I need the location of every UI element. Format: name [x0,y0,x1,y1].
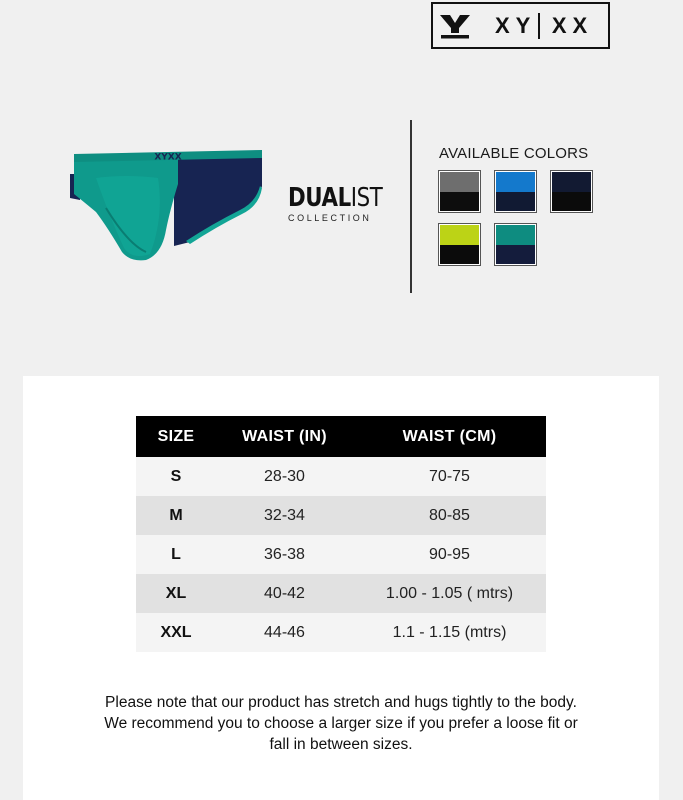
swatch-bottom-color [440,192,479,212]
waist-cm-cell: 1.00 - 1.05 ( mtrs) [353,574,546,613]
table-row [136,496,546,535]
size-cell: XL [136,574,216,613]
swatch-top-color [552,172,591,192]
collection-logo [288,185,403,223]
swatch-top-color [496,172,535,192]
collection-title [288,185,382,211]
waistband-text: XYXX [154,152,182,163]
swatch-top-color [440,225,479,245]
color-swatch-lime-black[interactable] [438,223,481,266]
waist-in-cell: 40-42 [216,574,353,613]
waist-cm-cell: 70-75 [353,457,546,496]
swatch-bottom-color [496,245,535,265]
collection-title-bold: DUAL [288,183,351,213]
table-row [136,457,546,496]
collection-title-light: IST [350,183,383,213]
fit-note-line: fall in between sizes. [269,736,413,753]
size-chart-card [23,376,659,800]
brand-wordmark-left: XY [495,12,537,38]
size-cell: XXL [136,613,216,652]
waist-cm-cell: 90-95 [353,535,546,574]
waist-in-cell: 36-38 [216,535,353,574]
header-size: SIZE [136,416,216,457]
header-waist-in: WAIST (IN) [216,416,353,457]
size-cell: S [136,457,216,496]
waist-in-cell: 44-46 [216,613,353,652]
waist-in-cell: 32-34 [216,496,353,535]
swatch-bottom-color [552,192,591,212]
collection-subtitle: COLLECTION [288,213,372,223]
waist-cm-cell: 80-85 [353,496,546,535]
hero-divider [410,120,412,293]
size-cell: M [136,496,216,535]
table-row [136,613,546,652]
brand-wordmark-right: XX [551,12,594,38]
fit-note-line: We recommend you to choose a larger size if you prefer a loose fit or [104,715,578,732]
brand-wordmark [477,4,593,47]
brand-logo [431,2,610,49]
brief-underwear-image [66,148,264,266]
table-header-row [136,416,546,457]
fit-note [23,692,659,755]
swatch-bottom-color [496,192,535,212]
available-colors-title: AVAILABLE COLORS [439,145,589,162]
fit-note-line: Please note that our product has stretch and hugs tightly to the body. [105,694,577,711]
swatch-top-color [440,172,479,192]
table-row [136,574,546,613]
xy-monogram-icon [433,4,477,47]
table-row [136,535,546,574]
brand-wordmark-divider [538,13,540,39]
swatch-top-color [496,225,535,245]
header-waist-cm: WAIST (CM) [353,416,546,457]
size-cell: L [136,535,216,574]
color-swatch-grey-black[interactable] [438,170,481,213]
swatch-bottom-color [440,245,479,265]
waist-in-cell: 28-30 [216,457,353,496]
color-swatch-teal-navy[interactable] [494,223,537,266]
color-swatch-blue-navy[interactable] [494,170,537,213]
color-swatch-navy-black[interactable] [550,170,593,213]
waist-cm-cell: 1.1 - 1.15 (mtrs) [353,613,546,652]
size-chart-table [136,416,546,652]
